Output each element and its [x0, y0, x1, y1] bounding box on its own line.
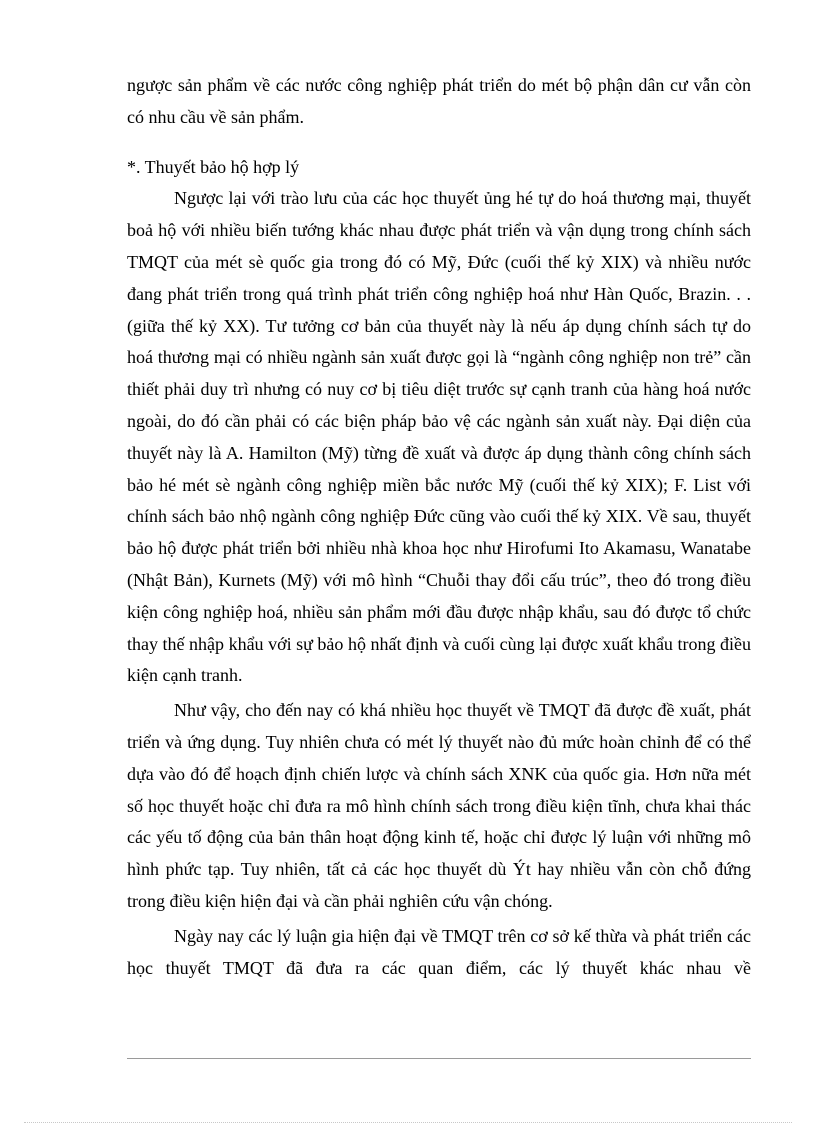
- paragraph-continuation: ngược sản phẩm về các nước công nghiệp phát triển do mét bộ phận dân cư vẫn còn có nhu cầu về sản phẩm.: [127, 75, 751, 127]
- paragraph-protection-theory: Ngược lại với trào lưu của các học thuyết ủng hé tự do hoá thương mại, thuyết boả hộ với nhiều biến tướng khác nhau được phát triển và vận dụng trong chính sách TMQT của mét sè quốc gia trong đó có Mỹ, Đức (cuối thế kỷ XIX) và nhiều nước đang phát triển trong quá trình phát triển công nghiệp hoá như Hàn Quốc, Brazin. . . (giữa thế kỷ XX). Tư tưởng cơ bản của thuyết này là nếu áp dụng chính sách tự do hoá thương mại có nhiều ngành sản xuất được gọi là “ngành công nghiệp non trẻ” cần thiết phải duy trì nhưng có nuy cơ bị tiêu diệt trước sự cạnh tranh của hàng hoá nước ngoài, do đó cần phải có các biện pháp bảo vệ các ngành sản xuất này. Đại diện của thuyết này là A. Hamilton (Mỹ) từng đề xuất và được áp dụng thành công chính sách bảo hé mét sè ngành công nghiệp miền bắc nước Mỹ (cuối thế kỷ XIX); F. List với chính sách bảo nhộ ngành công nghiệp Đức cũng vào cuối thế kỷ XIX. Về sau, thuyết bảo hộ được phát triển bởi nhiều nhà khoa học như Hirofumi Ito Akamasu, Wanatabe (Nhật Bản), Kurnets (Mỹ) với mô hình “Chuỗi thay đổi cấu trúc”, theo đó trong điều kiện công nghiệp hoá, nhiều sản phẩm mới đầu được nhập khẩu, sau đó được tổ chức thay thế nhập khẩu với sự bảo hộ nhất định và cuối cùng lại được xuất khẩu trong điều kiện cạnh tranh.: [127, 188, 751, 686]
- footer-divider: [127, 1058, 751, 1059]
- paragraph-summary: Như vậy, cho đến nay có khá nhiều học thuyết về TMQT đã được đề xuất, phát triển và ứng dụng. Tuy nhiên chưa có mét lý thuyết nào đủ mức hoàn chỉnh để có thể dựa vào đó để hoạch định chiến lược và chính sách XNK của quốc gia. Hơn nữa mét số học thuyết hoặc chỉ đưa ra mô hình chính sách trong điều kiện tĩnh, chưa khai thác các yếu tố động của bản thân hoạt động kinh tế, hoặc chỉ được lý luận với những mô hình phức tạp. Tuy nhiên, tất cả các học thuyết dù Ýt hay nhiều vẫn còn chỗ đứng trong điều kiện hiện đại và cần phải nghiên cứu vận chóng.: [127, 700, 751, 911]
- document-page: [127, 70, 751, 984]
- section-heading: *. Thuyết bảo hộ hợp lý: [127, 156, 300, 177]
- paragraph-modern-theories: Ngày nay các lý luận gia hiện đại về TMQT trên cơ sở kế thừa và phát triển các học thuyết TMQT đã đưa ra các quan điểm, các lý thuyết khác nhau về: [127, 925, 751, 978]
